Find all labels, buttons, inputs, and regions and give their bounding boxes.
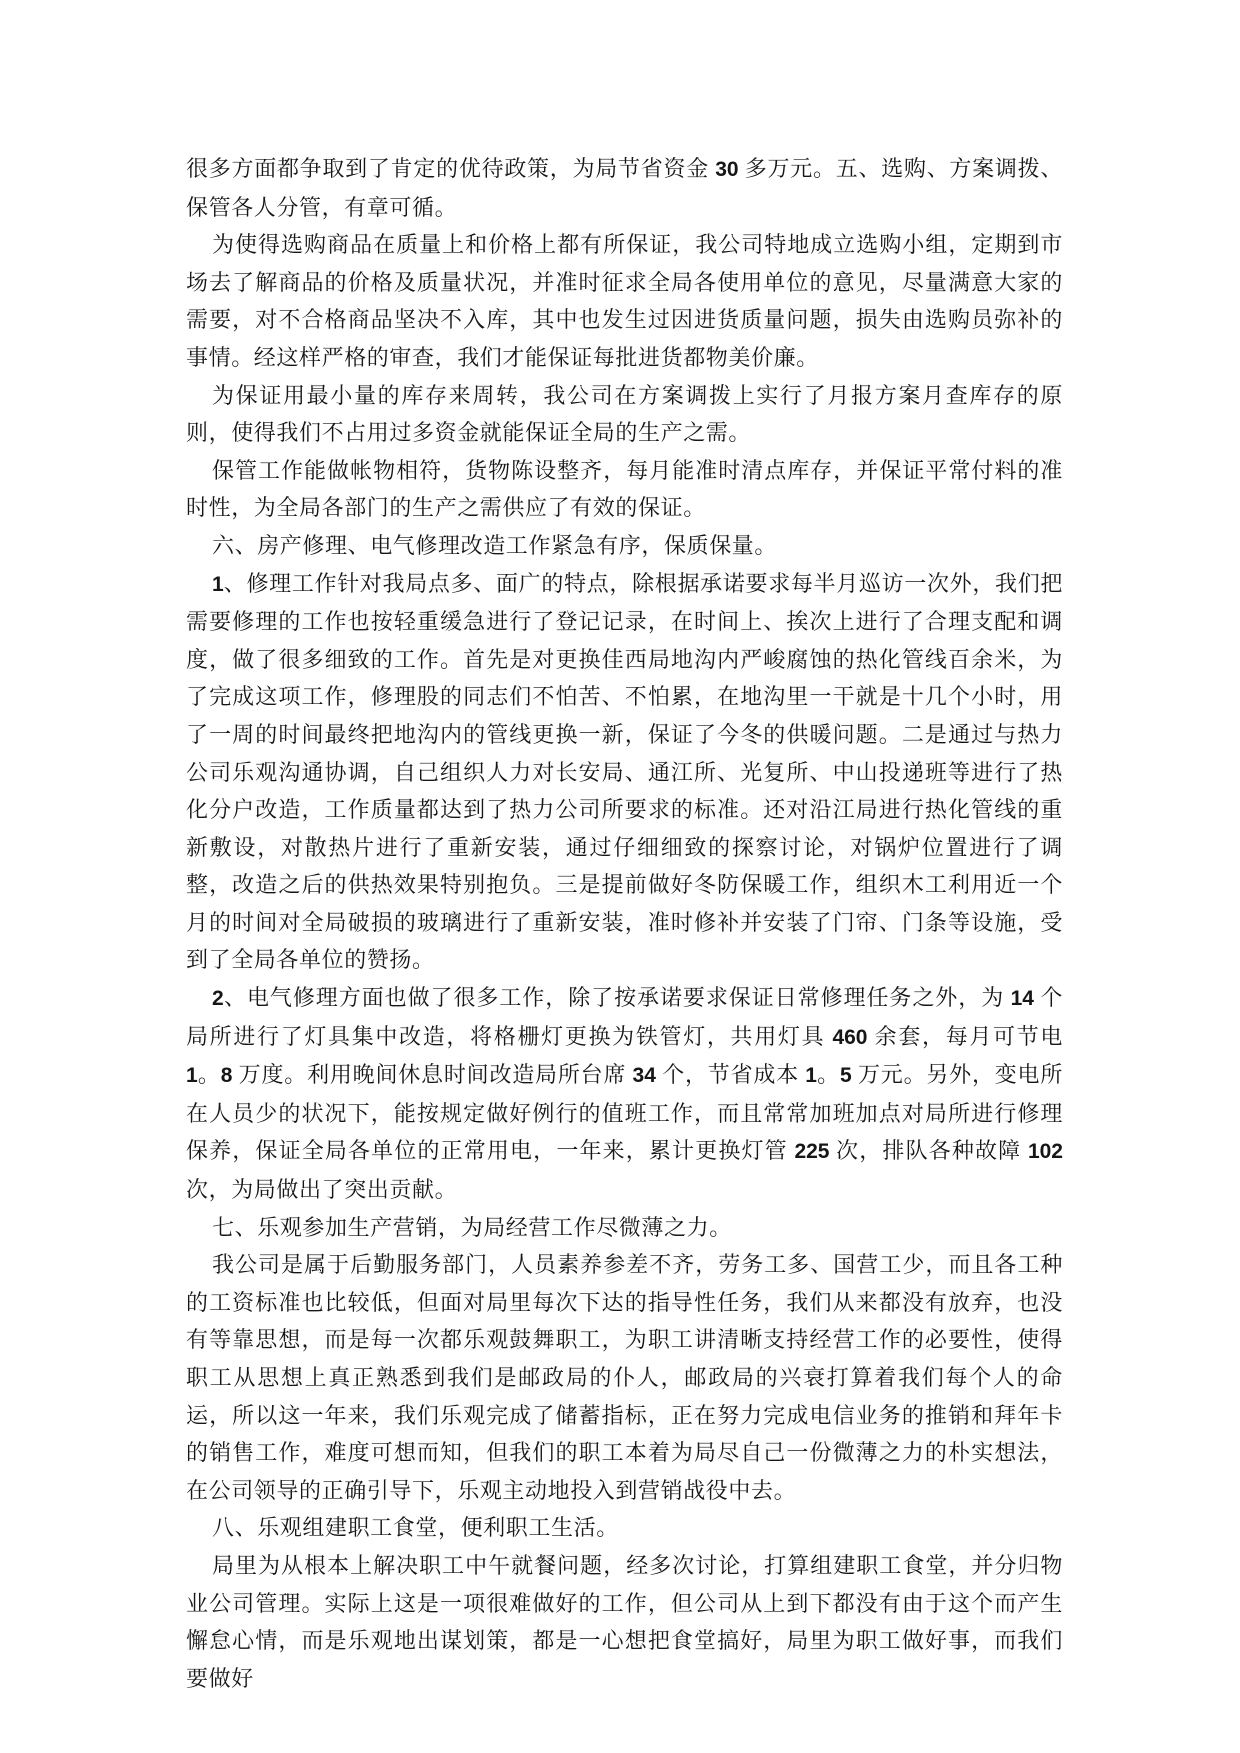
numeral: 34	[632, 1064, 656, 1088]
numeral: 2	[212, 987, 224, 1011]
numeral: 8	[220, 1064, 233, 1088]
numeral: 1	[186, 1064, 198, 1088]
numeral: 1	[805, 1064, 817, 1088]
paragraph-canteen: 局里为从根本上解决职工中午就餐问题，经多次讨论，打算组建职工食堂，并分归物业公司管理。实际上这是一项很难做好的工作，但公司从上到下都没有由于这个而产生懈怠心情，而是乐观地出谋划策，都是一心想把食堂搞好，局里为职工做好事，而我们要做好	[186, 1552, 1063, 1691]
numeral: 102	[1027, 1140, 1063, 1164]
paragraph-repair-work: 1、修理工作针对我局点多、面广的特点，除根据承诺要求每半月巡访一次外，我们把需要修理的工作也按轻重缓急进行了登记记录，在时间上、挨次上进行了合理支配和调度，做了很多细致的工作。首先是对更换佳西局地沟内严峻腐蚀的热化管线百余米，为了完成这项工作，修理股的同志们不怕苦、不怕累，在地沟里一干就是十几个小时，用了一周的时间最终把地沟内的管线更换一新，保证了今冬的供暖问题。二是通过与热力公司乐观沟通协调，自己组织人力对长安局、通江所、光复所、中山投递班等进行了热化分户改造，工作质量都达到了热力公司所要求的标准。还对沿江局进行热化管线的重新敷设，对散热片进行了重新安装，通过仔细细致的探察讨论，对锅炉位置进行了调整，改造之后的供热效果特别抱负。三是提前做好冬防保暖工作，组织木工利用近一个月的时间对全局破损的玻璃进行了重新安装，准时修补并安装了门帘、门条等设施，受到了全局各单位的赞扬。	[186, 570, 1063, 973]
numeral: 225	[794, 1140, 830, 1164]
numeral: 30	[715, 158, 739, 181]
paragraph-inventory: 为保证用最小量的库存来周转，我公司在方案调拨上实行了月报方案月查库存的原则，使得我们不占用过多资金就能保证全局的生产之需。	[186, 382, 1063, 446]
numeral: 5	[839, 1064, 852, 1088]
paragraph-electrical-repair: 2、电气修理方面也做了很多工作，除了按承诺要求保证日常修理任务之外，为 14 个局所进行了灯具集中改造，将格栅灯更换为铁管灯，共用灯具 460 余套，每月可节电 1。8 万度。利用晚间休息时间改造局所台席 34 个，节省成本 1。5 万元。另外，变电所在人员少的状况下，能按规定做好例行的值班工作，而且常常加班加点对局所进行修理保养，保证全局各单位的正常用电，一年来，累计更换灯管 225 次，排队各种故障 102 次，为局做出了突出贡献。	[186, 985, 1063, 1203]
numeral: 460	[832, 1025, 868, 1049]
numeral: 14	[1010, 987, 1034, 1011]
paragraph-marketing: 我公司是属于后勤服务部门，人员素养参差不齐，劳务工多、国营工少，而且各工种的工资标准也比较低，但面对局里每次下达的指导性任务，我们从来都没有放弃，也没有等靠思想，而是每一次都乐观鼓舞职工，为职工讲清晰支持经营工作的必要性，使得职工从思想上真正熟悉到我们是邮政局的仆人，邮政局的兴衰打算着我们每个人的命运，所以这一年来，我们乐观完成了储蓄指标，正在努力完成电信业务的推销和拜年卡的销售工作，难度可想而知，但我们的职工本着为局尽自己一份微薄之力的朴实想法，在公司领导的正确引导下，乐观主动地投入到营销战役中去。	[186, 1252, 1063, 1503]
section-heading-7: 七、乐观参加生产营销，为局经营工作尽微薄之力。	[212, 1214, 732, 1240]
section-heading-6: 六、房产修理、电气修理改造工作紧急有序，保质保量。	[212, 532, 778, 558]
paragraph-storekeeping: 保管工作能做帐物相符，货物陈设整齐，每月能准时清点库存，并保证平常付料的准时性，为全局各部门的生产之需供应了有效的保证。	[186, 457, 1063, 521]
paragraph-purchasing: 为使得选购商品在质量上和价格上都有所保证，我公司特地成立选购小组，定期到市场去了解商品的价格及质量状况，并准时征求全局各使用单位的意见，尽量满意大家的需要，对不合格商品坚决不入库，其中也发生过因进货质量问题，损失由选购员弥补的事情。经这样严格的审查，我们才能保证每批进货都物美价廉。	[186, 232, 1063, 370]
numeral: 1	[212, 572, 224, 596]
paragraph-continuation: 很多方面都争取到了肯定的优待政策，为局节省资金 30 多万元。五、选购、方案调拨、保管各人分管，有章可循。	[186, 156, 1063, 220]
section-heading-8: 八、乐观组建职工食堂，便利职工生活。	[212, 1515, 619, 1541]
